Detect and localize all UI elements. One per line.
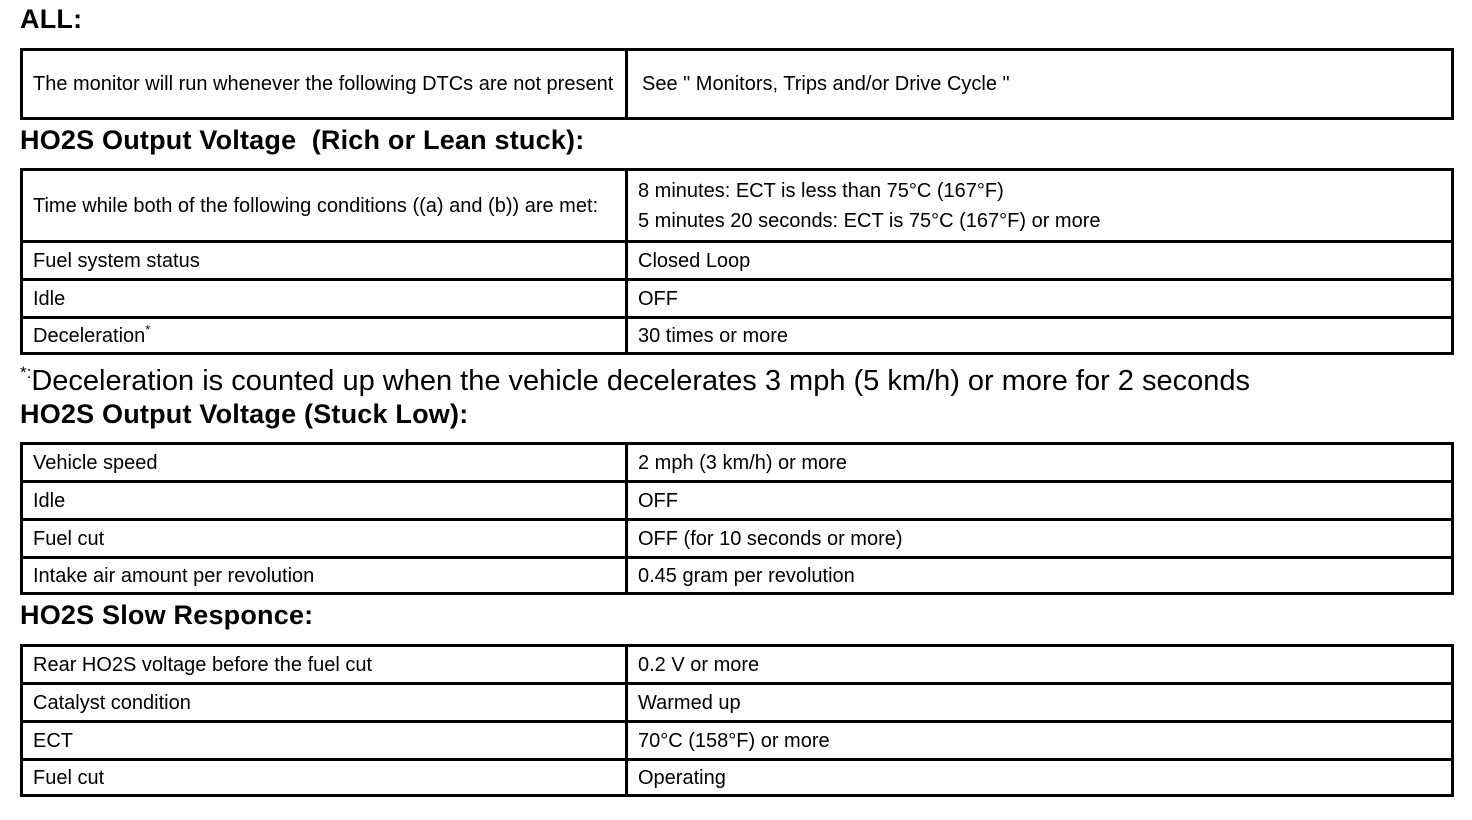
condition-value: 30 times or more xyxy=(627,318,1453,354)
condition-label: Vehicle speed xyxy=(22,444,627,482)
condition-value-line: 5 minutes 20 seconds: ECT is 75°C (167°F) or more xyxy=(638,209,1101,232)
table-row xyxy=(22,646,1453,684)
condition-value xyxy=(627,170,1453,242)
condition-value: 0.45 gram per revolution xyxy=(627,558,1453,594)
footnote-marker: *: xyxy=(20,363,32,382)
footnote-marker: * xyxy=(145,321,151,337)
table-row xyxy=(22,444,1453,482)
rich-lean-conditions-table xyxy=(20,168,1454,355)
section-title-all: ALL: xyxy=(20,4,83,34)
condition-label-text: Deceleration xyxy=(33,324,146,347)
condition-label xyxy=(22,318,627,354)
condition-label: Time while both of the following conditions ((a) and (b)) are met: xyxy=(22,170,627,242)
table-row xyxy=(22,280,1453,318)
table-row xyxy=(22,558,1453,594)
condition-label: ECT xyxy=(22,722,627,760)
stuck-low-conditions-table xyxy=(20,442,1454,595)
table-row xyxy=(22,722,1453,760)
condition-value: See " Monitors, Trips and/or Drive Cycle " xyxy=(627,50,1453,119)
condition-label: Rear HO2S voltage before the fuel cut xyxy=(22,646,627,684)
condition-value: Warmed up xyxy=(627,684,1453,722)
condition-label: Fuel system status xyxy=(22,242,627,280)
table-row xyxy=(22,50,1453,119)
condition-label: Catalyst condition xyxy=(22,684,627,722)
table-row xyxy=(22,170,1453,242)
table-row xyxy=(22,318,1453,354)
condition-value-line: 8 minutes: ECT is less than 75°C (167°F) xyxy=(638,179,1004,202)
condition-value: OFF (for 10 seconds or more) xyxy=(627,520,1453,558)
condition-value: OFF xyxy=(627,280,1453,318)
condition-label: Fuel cut xyxy=(22,760,627,796)
condition-value: 2 mph (3 km/h) or more xyxy=(627,444,1453,482)
slow-response-conditions-table xyxy=(20,644,1454,797)
condition-label: The monitor will run whenever the following DTCs are not present xyxy=(22,50,627,119)
condition-label: Idle xyxy=(22,482,627,520)
table-row xyxy=(22,242,1453,280)
table-row xyxy=(22,684,1453,722)
footnote-text: Deceleration is counted up when the vehicle decelerates 3 mph (5 km/h) or more for 2 seconds xyxy=(31,365,1250,397)
all-conditions-table xyxy=(20,48,1454,120)
section-title-rich-lean: HO2S Output Voltage (Rich or Lean stuck): xyxy=(20,125,585,155)
condition-label: Fuel cut xyxy=(22,520,627,558)
condition-label: Intake air amount per revolution xyxy=(22,558,627,594)
condition-value: 0.2 V or more xyxy=(627,646,1453,684)
footnote xyxy=(20,356,1250,398)
section-title-stuck-low: HO2S Output Voltage (Stuck Low): xyxy=(20,399,469,429)
condition-label: Idle xyxy=(22,280,627,318)
section-title-slow-response: HO2S Slow Responce: xyxy=(20,600,314,630)
condition-value: Closed Loop xyxy=(627,242,1453,280)
condition-value: Operating xyxy=(627,760,1453,796)
table-row xyxy=(22,482,1453,520)
condition-value: OFF xyxy=(627,482,1453,520)
condition-value: 70°C (158°F) or more xyxy=(627,722,1453,760)
table-row xyxy=(22,760,1453,796)
table-row xyxy=(22,520,1453,558)
